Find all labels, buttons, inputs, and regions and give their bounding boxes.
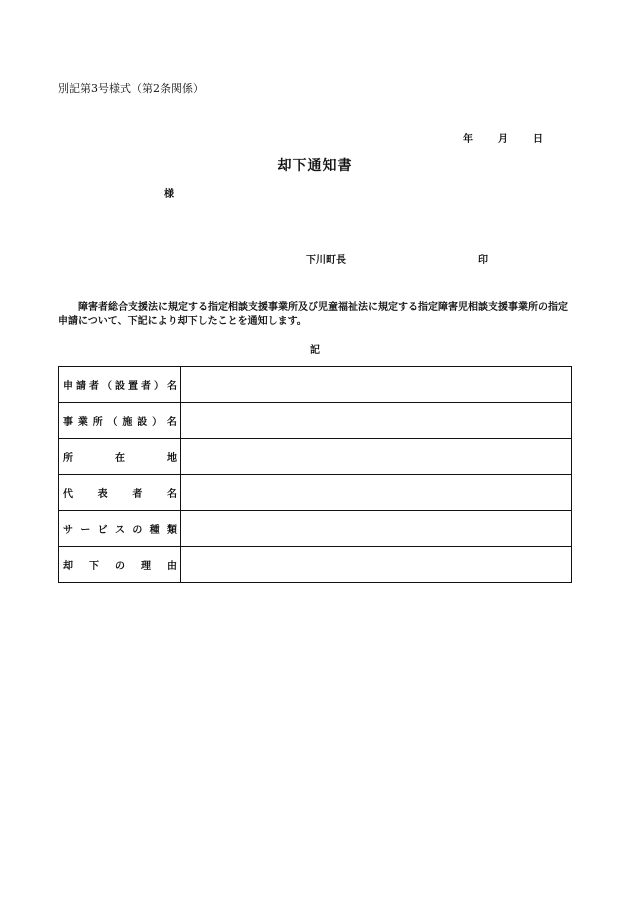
label-char: 置	[128, 381, 138, 392]
label-char: 種	[149, 525, 160, 536]
row-value-cell[interactable]	[181, 511, 572, 547]
row-value-cell[interactable]	[181, 367, 572, 403]
row-value-cell[interactable]	[181, 547, 572, 583]
date-line	[463, 130, 543, 145]
row-value-cell[interactable]	[181, 439, 572, 475]
label-char: 名	[166, 489, 177, 500]
date-day-label: 日	[533, 134, 543, 145]
table-row	[59, 475, 572, 511]
label-char: 在	[115, 453, 125, 464]
label-char: サ	[63, 525, 73, 536]
row-label-cell	[59, 367, 181, 403]
details-table	[58, 366, 572, 583]
row-label-cell	[59, 547, 181, 583]
date-year-label: 年	[463, 134, 473, 145]
table-row	[59, 367, 572, 403]
date-month-label: 月	[498, 134, 508, 145]
label-char: の	[132, 525, 143, 536]
ki-heading: 記	[310, 345, 320, 356]
label-char: （	[107, 417, 118, 428]
label-char: 事	[63, 417, 73, 428]
table-row	[59, 547, 572, 583]
document-title: 却下通知書	[277, 158, 353, 174]
issuer-name: 下川町長	[306, 255, 346, 266]
form-reference: 別記第3号様式（第2条関係）	[58, 82, 204, 95]
label-char: 類	[166, 525, 177, 536]
label-char: 者	[89, 381, 99, 392]
seal-mark: 印	[478, 255, 488, 266]
row-label-cell	[59, 511, 181, 547]
label-char: 却	[63, 561, 73, 572]
label-char: （	[102, 381, 112, 392]
row-value-cell[interactable]	[181, 475, 572, 511]
label-char: 表	[97, 489, 108, 500]
label-char: ）	[152, 417, 163, 428]
addressee-suffix: 様	[164, 189, 174, 200]
label-char: ビ	[97, 525, 108, 536]
label-char: 所	[92, 417, 103, 428]
row-label	[63, 377, 177, 392]
label-char: 者	[132, 489, 143, 500]
row-label	[63, 449, 177, 464]
label-char: ス	[114, 525, 125, 536]
label-char: 所	[63, 453, 73, 464]
table-row	[59, 511, 572, 547]
row-value-cell[interactable]	[181, 403, 572, 439]
label-char: 由	[167, 561, 177, 572]
label-char: 業	[77, 417, 88, 428]
label-char: ）	[154, 381, 164, 392]
row-label	[63, 557, 177, 572]
table-row	[59, 403, 572, 439]
row-label	[63, 413, 177, 428]
label-char: 理	[141, 561, 151, 572]
label-char: 者	[141, 381, 151, 392]
row-label-cell	[59, 439, 181, 475]
label-char: 地	[167, 453, 177, 464]
label-char: 設	[115, 381, 125, 392]
row-label	[63, 485, 177, 500]
row-label-cell	[59, 403, 181, 439]
label-char: 下	[89, 561, 99, 572]
notice-body: 障害者総合支援法に規定する指定相談支援事業所及び児童福祉法に規定する指定障害児相談支援事業所の指定申請について、下記により却下したことを通知します。	[58, 302, 568, 327]
label-char: 設	[137, 417, 148, 428]
label-char: 申	[63, 381, 73, 392]
label-char: 名	[167, 381, 177, 392]
label-char: 代	[63, 489, 73, 500]
label-char: 名	[166, 417, 177, 428]
row-label	[63, 521, 177, 536]
label-char: ー	[80, 525, 91, 536]
table-row	[59, 439, 572, 475]
label-char: 施	[122, 417, 133, 428]
label-char: の	[115, 561, 125, 572]
label-char: 請	[76, 381, 86, 392]
row-label-cell	[59, 475, 181, 511]
